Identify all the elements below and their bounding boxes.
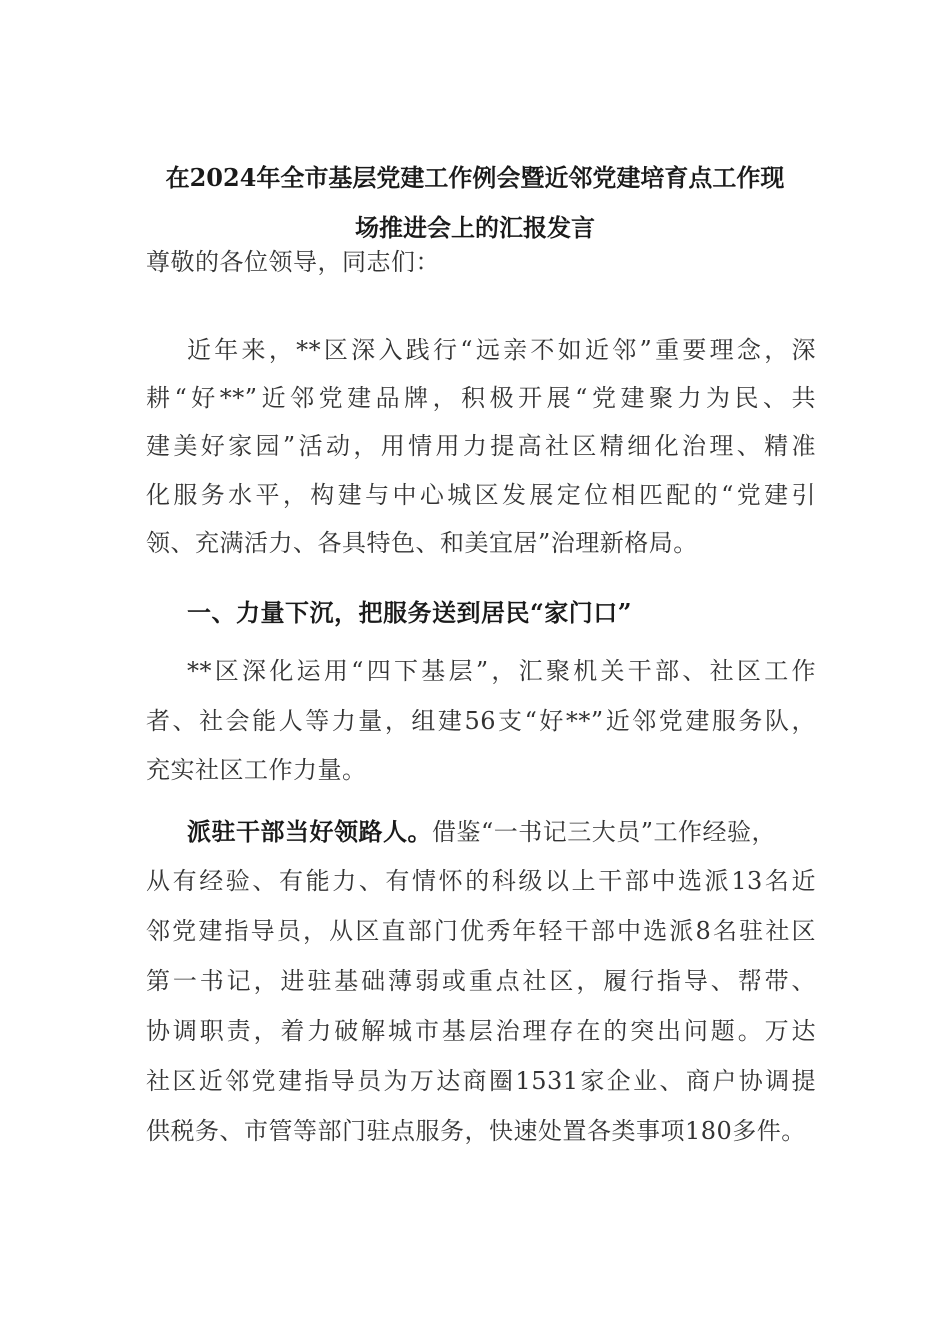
subsection-line: 供税务、市管等部门驻点服务，快速处置各类事项180多件。 [146, 1117, 806, 1145]
subsection-line: 邻党建指导员，从区直部门优秀年轻干部中选派8名驻社区 [146, 917, 816, 945]
intro-line: 领、充满活力、各具特色、和美宜居”治理新格局。 [146, 529, 698, 557]
section-paragraph-line: 充实社区工作力量。 [146, 756, 367, 784]
subsection-first-rest: 借鉴“一书记三大员”工作经验， [432, 818, 777, 846]
section-paragraph-line: **区深化运用“四下基层”，汇聚机关干部、社区工作 [187, 657, 816, 685]
subsection-line: 第一书记，进驻基础薄弱或重点社区，履行指导、帮带、 [146, 967, 816, 995]
salutation: 尊敬的各位领导，同志们： [146, 248, 440, 276]
subsection-lead: 派驻干部当好领路人。 [187, 817, 432, 846]
section-paragraph-line: 者、社会能人等力量，组建56支“好**”近邻党建服务队， [146, 707, 816, 735]
intro-line: 建美好家园”活动，用情用力提高社区精细化治理、精准 [146, 432, 816, 460]
subsection-line: 从有经验、有能力、有情怀的科级以上干部中选派13名近 [146, 867, 816, 895]
document-title-line-1: 在2024年全市基层党建工作例会暨近邻党建培育点工作现 [165, 163, 785, 192]
intro-line: 耕“好**”近邻党建品牌，积极开展“党建聚力为民、共 [146, 384, 816, 412]
subsection-line: 社区近邻党建指导员为万达商圈1531家企业、商户协调提 [146, 1067, 816, 1095]
section-heading: 一、力量下沉，把服务送到居民“家门口” [187, 598, 633, 627]
subsection-first-line [187, 817, 816, 847]
intro-line: 化服务水平，构建与中心城区发展定位相匹配的“党建引 [146, 481, 816, 509]
subsection-line: 协调职责，着力破解城市基层治理存在的突出问题。万达 [146, 1017, 816, 1045]
document-title-line-2: 场推进会上的汇报发言 [355, 213, 595, 242]
intro-line: 近年来，**区深入践行“远亲不如近邻”重要理念，深 [187, 336, 816, 364]
